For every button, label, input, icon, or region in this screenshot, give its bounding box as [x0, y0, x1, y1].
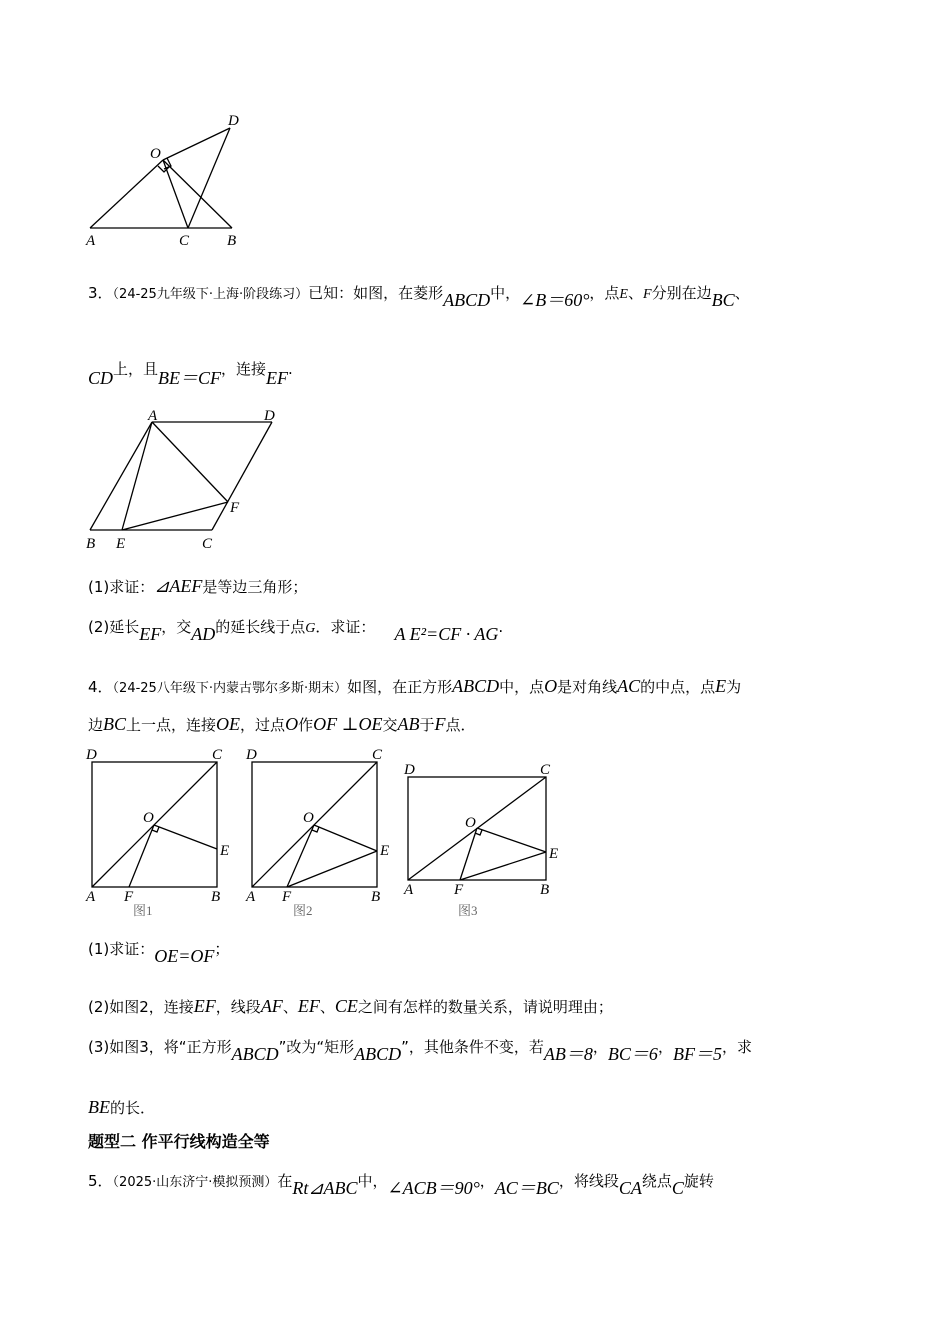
- label-a: A: [86, 889, 96, 905]
- label-o: O: [303, 810, 314, 826]
- label-a: A: [148, 408, 158, 424]
- q3-be-cf: BE＝CF: [158, 368, 222, 388]
- q4-line-2: 边BC上一点，连接OE，过点O作OF ⊥OE交AB于F点．: [88, 714, 476, 734]
- label-c: C: [212, 747, 223, 763]
- q3-line-1: 3．（24-25九年级下·上海·阶段练习）已知：如图，在菱形ABCD中，∠B＝60°，点E、F分别在边BC、: [88, 284, 750, 310]
- q3-number: 3．: [88, 284, 113, 302]
- label-o: O: [150, 146, 161, 162]
- label-f: F: [282, 889, 292, 905]
- figure-q4-2: [240, 745, 400, 920]
- label-e: E: [549, 846, 559, 862]
- label-c: C: [372, 747, 383, 763]
- q5-line-1: 5．（2025·山东济宁·模拟预测）在Rt⊿ABC中，∠ACB＝90°，AC＝BC，将线段CA绕点C旋转: [88, 1172, 714, 1198]
- label-o: O: [465, 815, 476, 831]
- caption: 图1: [133, 903, 153, 918]
- label-e: E: [220, 843, 230, 859]
- label-f: F: [124, 889, 134, 905]
- q5-source: （2025·山东济宁·模拟预测）: [112, 1175, 278, 1190]
- label-d: D: [86, 747, 97, 763]
- label-d: D: [404, 762, 415, 778]
- q3-part-2: (2)延长EF，交AD的延长线于点G．求证： A E²=CF · AG.: [88, 618, 504, 644]
- label-a: A: [404, 882, 414, 898]
- label-b: B: [86, 536, 96, 552]
- figure-q4-1: [80, 745, 240, 920]
- q4-line-1: 4．（24-25八年级下·内蒙古鄂尔多斯·期末）如图，在正方形ABCD中，点O是对角线AC的中点，点E为: [88, 676, 742, 696]
- q3-line-2: CD上，且BE＝CF，连接EF.: [88, 360, 293, 388]
- label-c: C: [540, 762, 551, 778]
- caption: 图3: [458, 903, 478, 918]
- label-b: B: [227, 233, 237, 249]
- label-c: C: [202, 536, 213, 552]
- label-d: D: [228, 113, 239, 129]
- q3-part-1: (1)求证：⊿AEF是等边三角形；: [88, 576, 308, 596]
- section-heading: 题型二 作平行线构造全等: [88, 1132, 270, 1151]
- figure-q4-3: [398, 760, 568, 920]
- label-e: E: [380, 843, 390, 859]
- label-f: F: [230, 500, 240, 516]
- q3-equation: A E²=CF · AG: [394, 624, 499, 644]
- label-b: B: [540, 882, 550, 898]
- q4-part-2: (2)如图2，连接EF，线段AF、EF、CE之间有怎样的数量关系，请说明理由；: [88, 996, 613, 1016]
- label-e: E: [116, 536, 126, 552]
- q3-abcd: ABCD: [443, 290, 491, 310]
- q4-part-3-cont: BE的长．: [88, 1097, 156, 1117]
- label-o: O: [143, 810, 154, 826]
- caption: 图2: [293, 903, 313, 918]
- label-a: A: [86, 233, 96, 249]
- figure-q2-triangle: [80, 110, 260, 255]
- label-d: D: [246, 747, 257, 763]
- label-b: B: [211, 889, 221, 905]
- label-c: C: [179, 233, 190, 249]
- label-b: B: [371, 889, 381, 905]
- figure-q3-rhombus: [80, 408, 290, 558]
- q4-part-3: (3)如图3，将“正方形ABCD”改为“矩形ABCD”，其他条件不变，若AB＝8，BC＝6，BF＝5，求: [88, 1038, 752, 1064]
- q4-source: （24-25八年级下·内蒙古鄂尔多斯·期末）: [112, 681, 348, 696]
- label-f: F: [454, 882, 464, 898]
- label-d: D: [264, 408, 275, 424]
- q3-angle: ∠B＝60°: [520, 290, 590, 310]
- q3-source: （24-25九年级下·上海·阶段练习）: [112, 287, 309, 302]
- label-a: A: [246, 889, 256, 905]
- q4-part-1: (1)求证：OE=OF；: [88, 940, 230, 966]
